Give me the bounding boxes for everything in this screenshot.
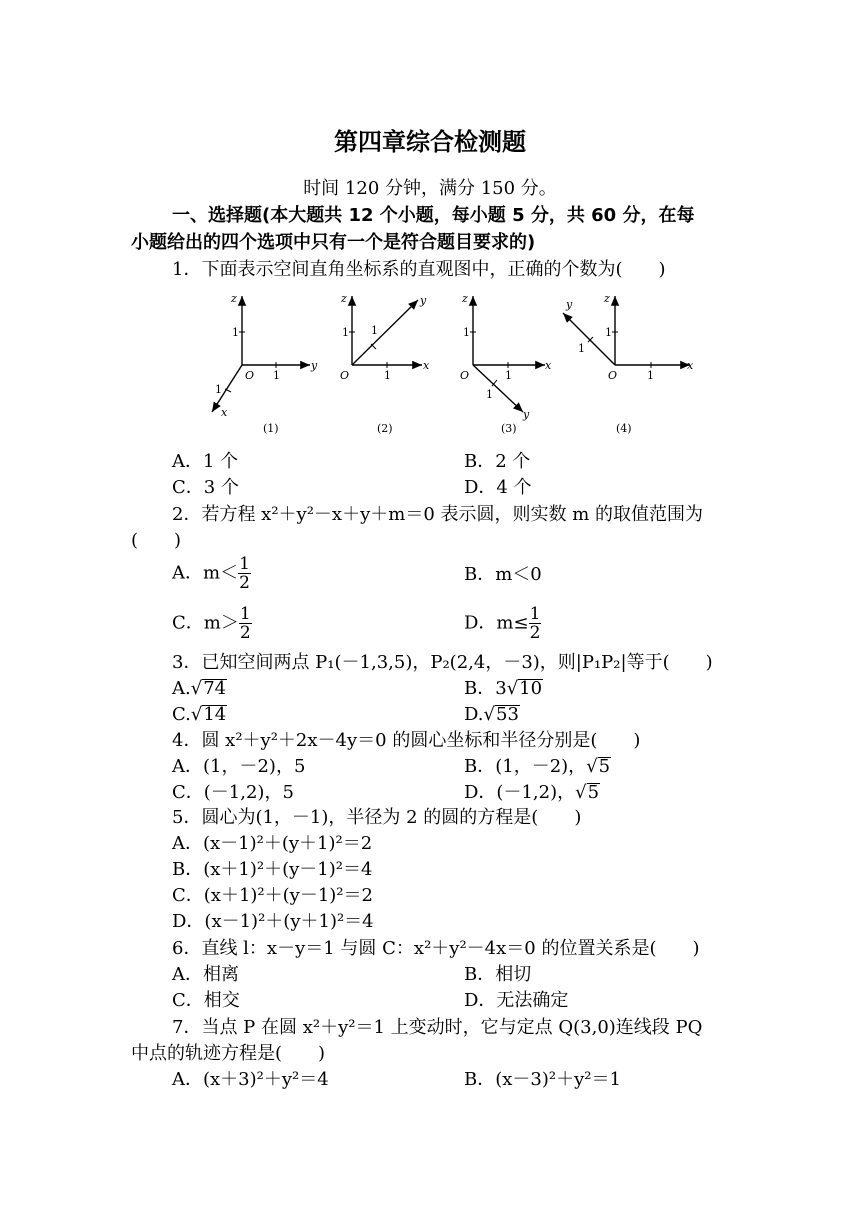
svg-text:z: z [341, 292, 347, 305]
q1-stem: 1．下面表示空间直角坐标系的直观图中，正确的个数为( ) [172, 259, 666, 280]
svg-text:1: 1 [647, 369, 654, 382]
svg-text:1: 1 [232, 326, 239, 339]
axes-diagram-2 [340, 292, 430, 435]
q2-option-a: A．m＜ $\frac{1}{2}$ [172, 554, 250, 593]
fraction: $\frac{1}{2}$ [239, 604, 251, 643]
svg-text:(4): (4) [616, 422, 632, 435]
svg-text:x: x [545, 359, 552, 372]
svg-text:y: y [566, 298, 573, 311]
q6-option-a: A．相离 [172, 964, 239, 985]
q2-option-d: D．m≤ $\frac{1}{2}$ [464, 604, 541, 643]
q1-option-a: A．1 个 [172, 451, 239, 472]
svg-text:O: O [340, 369, 350, 382]
svg-text:(1): (1) [263, 422, 279, 435]
q6-option-b: B．相切 [464, 964, 532, 985]
q3-option-c: C.√14 [172, 704, 227, 725]
q5-option-a: A．(x－1)²＋(y＋1)²＝2 [172, 833, 373, 854]
svg-text:z: z [604, 292, 610, 305]
q5-stem: 5．圆心为(1，－1)，半径为 2 的圆的方程是( ) [172, 807, 582, 828]
q2-option-b: B．m＜0 [464, 564, 542, 585]
q3-option-a: A.√74 [172, 678, 227, 699]
q5-option-b: B．(x＋1)²＋(y－1)²＝4 [172, 859, 373, 880]
q2-stem-paren: ( ) [131, 530, 182, 551]
q2-option-c: C．m＞ $\frac{1}{2}$ [172, 604, 251, 643]
page-title: 第四章综合检测题 [334, 128, 526, 156]
svg-text:1: 1 [463, 326, 470, 339]
svg-text:1: 1 [578, 342, 585, 355]
svg-text:1: 1 [342, 326, 349, 339]
svg-text:x: x [221, 406, 228, 419]
svg-text:1: 1 [486, 388, 493, 401]
q2-stem: 2．若方程 x²＋y²－x＋y＋m＝0 表示圆，则实数 m 的取值范围为 [172, 504, 703, 525]
svg-text:z: z [462, 292, 468, 305]
fraction: $\frac{1}{2}$ [529, 604, 541, 643]
q6-stem: 6．直线 l：x－y＝1 与圆 C：x²＋y²－4x＝0 的位置关系是( ) [172, 938, 700, 959]
coordinate-axes-figure [190, 288, 710, 438]
svg-text:y: y [523, 408, 530, 421]
q1-option-c: C．3 个 [172, 477, 239, 498]
q5-option-d: D．(x－1)²＋(y＋1)²＝4 [172, 911, 374, 932]
q6-option-d: D．无法确定 [464, 990, 569, 1011]
svg-text:x: x [423, 359, 430, 372]
q6-option-c: C．相交 [172, 990, 240, 1011]
q1-option-d: D．4 个 [464, 477, 532, 498]
q3-option-d: D.√53 [464, 704, 519, 725]
section-heading-line2: 小题给出的四个选项中只有一个是符合题目要求的) [131, 232, 536, 253]
svg-text:1: 1 [605, 326, 612, 339]
fraction: $\frac{1}{2}$ [239, 554, 250, 593]
q3-stem: 3．已知空间两点 P₁(－1,3,5)，P₂(2,4，－3)，则|P₁P₂|等于( ) [172, 652, 713, 673]
svg-text:1: 1 [215, 383, 222, 396]
svg-text:O: O [460, 369, 470, 382]
q4-option-c: C．(－1,2)，5 [172, 782, 294, 803]
svg-text:1: 1 [371, 324, 378, 337]
svg-text:1: 1 [505, 369, 512, 382]
q7-option-a: A．(x＋3)²＋y²＝4 [172, 1069, 329, 1090]
time-info: 时间 120 分钟，满分 150 分。 [303, 178, 557, 199]
q4-stem: 4．圆 x²＋y²＋2x－4y＝0 的圆心坐标和半径分别是( ) [172, 730, 641, 751]
q7-stem-cont: 中点的轨迹方程是( ) [131, 1043, 326, 1064]
axes-diagram-3 [460, 292, 552, 435]
svg-text:1: 1 [384, 369, 391, 382]
q3-option-b: B．3√10 [464, 678, 543, 699]
q4-option-d: D．(－1,2)，√5 [464, 782, 600, 803]
q1-option-b: B．2 个 [464, 451, 531, 472]
svg-text:(2): (2) [377, 422, 393, 435]
svg-text:y: y [420, 294, 427, 307]
svg-text:z: z [231, 292, 237, 305]
svg-text:y: y [311, 359, 318, 372]
q7-stem: 7．当点 P 在圆 x²＋y²＝1 上变动时，它与定点 Q(3,0)连线段 PQ [172, 1017, 703, 1038]
q4-option-b: B．(1，－2)，√5 [464, 756, 611, 777]
axes-diagram-4 [563, 292, 694, 435]
q5-option-c: C．(x＋1)²＋(y－1)²＝2 [172, 885, 373, 906]
section-heading-line1: 一、选择题(本大题共 12 个小题，每小题 5 分，共 60 分，在每 [172, 205, 695, 226]
svg-text:O: O [245, 369, 255, 382]
q4-option-a: A．(1，－2)，5 [172, 756, 306, 777]
q7-option-b: B．(x－3)²＋y²＝1 [464, 1069, 621, 1090]
svg-text:(3): (3) [501, 422, 517, 435]
svg-text:x: x [687, 359, 694, 372]
svg-text:1: 1 [273, 369, 280, 382]
axes-diagram-1 [212, 292, 318, 435]
svg-text:O: O [608, 369, 618, 382]
